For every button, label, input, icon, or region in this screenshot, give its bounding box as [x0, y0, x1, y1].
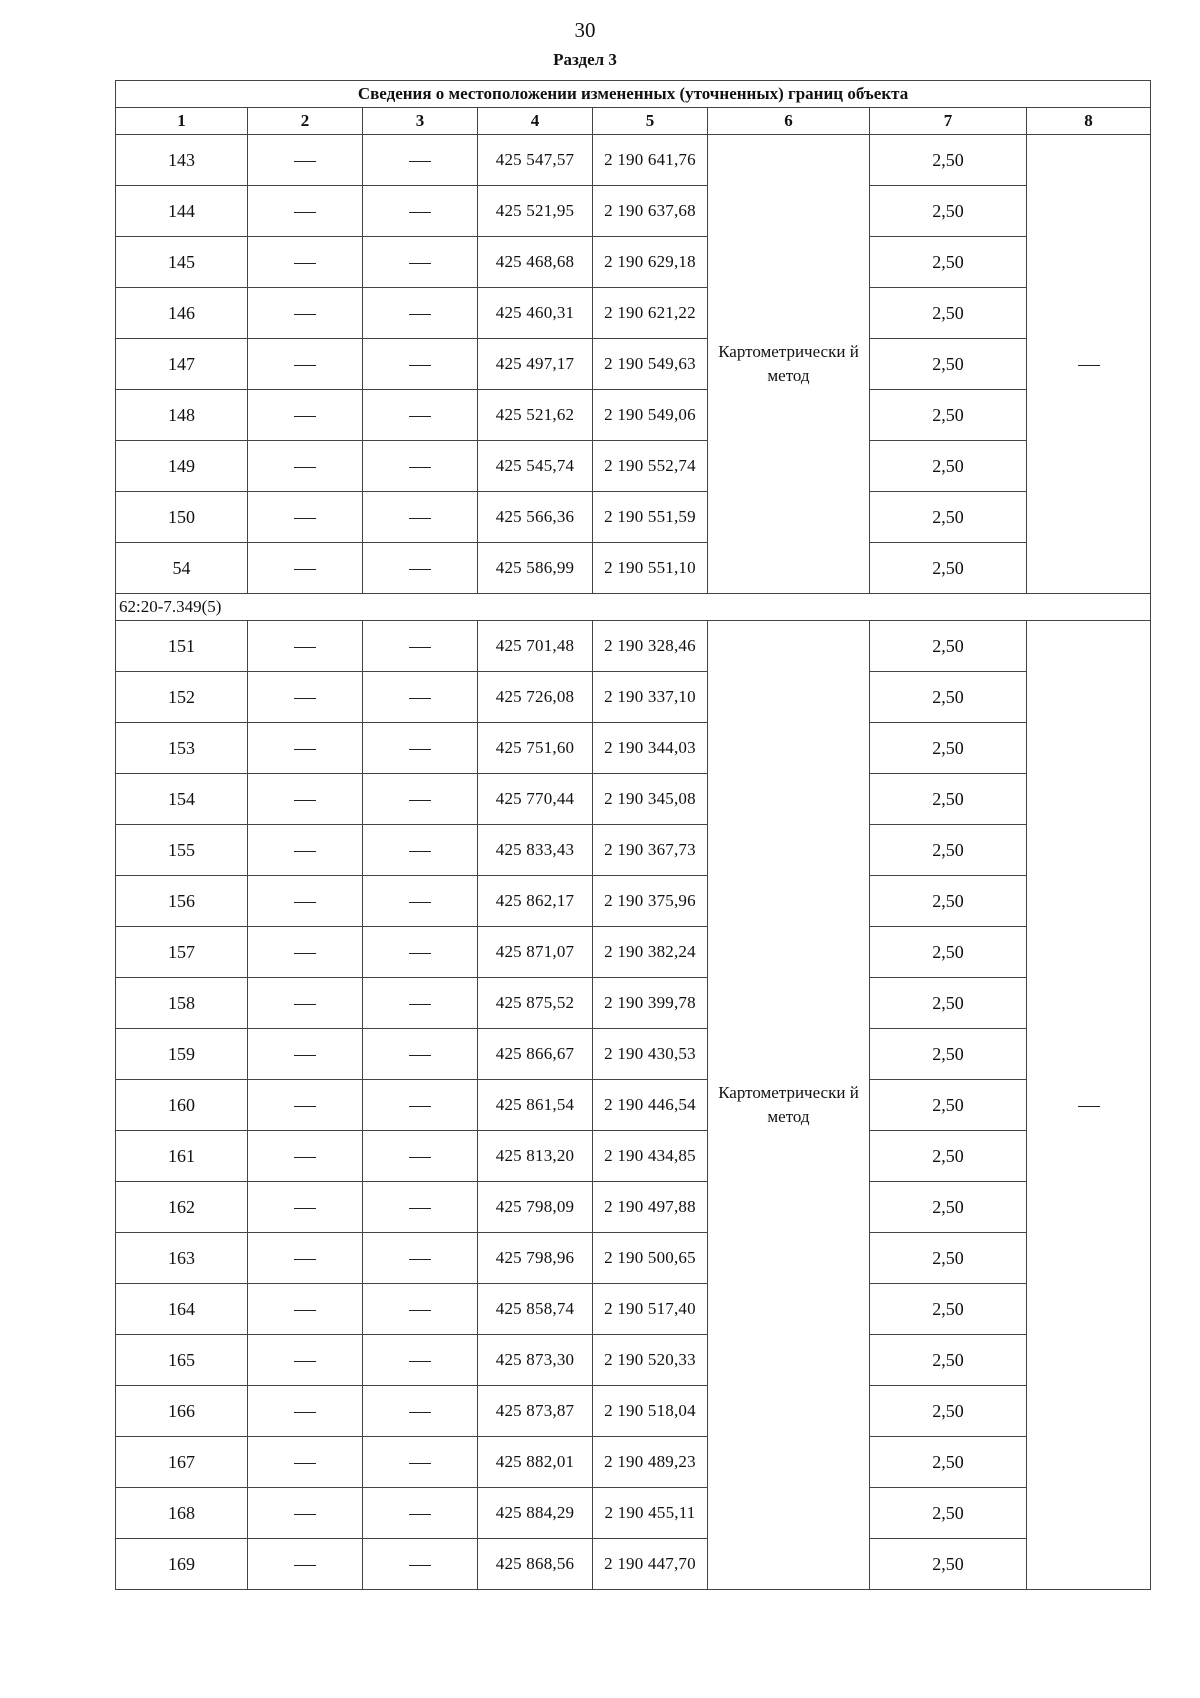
point-number-cell: 165: [116, 1335, 248, 1386]
dash-mark: [409, 1106, 431, 1107]
table-row: [116, 186, 1151, 237]
accuracy-cell: 2,50: [870, 186, 1027, 237]
accuracy-cell: 2,50: [870, 621, 1027, 672]
coordinate-x-cell: 425 833,43: [478, 825, 593, 876]
table-row: [116, 1233, 1151, 1284]
table-row: [116, 1386, 1151, 1437]
dash-mark: [409, 800, 431, 801]
coordinate-x-cell: 425 468,68: [478, 237, 593, 288]
table-row: [116, 1437, 1151, 1488]
empty-value-cell: [363, 135, 478, 186]
dash-mark: [409, 698, 431, 699]
dash-mark: [409, 212, 431, 213]
column-number: 6: [708, 108, 870, 135]
coordinate-x-cell: 425 798,09: [478, 1182, 593, 1233]
empty-value-cell: [248, 825, 363, 876]
accuracy-cell: 2,50: [870, 1182, 1027, 1233]
dash-mark: [1078, 1106, 1100, 1107]
point-number-cell: 158: [116, 978, 248, 1029]
dash-mark: [294, 365, 316, 366]
empty-value-cell: [248, 927, 363, 978]
empty-value-cell: [363, 774, 478, 825]
point-number-cell: 147: [116, 339, 248, 390]
dash-mark: [294, 1412, 316, 1413]
column-number: 2: [248, 108, 363, 135]
coordinate-x-cell: 425 545,74: [478, 441, 593, 492]
point-number-cell: 160: [116, 1080, 248, 1131]
point-number-cell: 163: [116, 1233, 248, 1284]
dash-mark: [294, 1106, 316, 1107]
empty-value-cell: [248, 1131, 363, 1182]
coordinate-x-cell: 425 460,31: [478, 288, 593, 339]
coordinate-y-cell: 2 190 434,85: [593, 1131, 708, 1182]
coordinate-y-cell: 2 190 382,24: [593, 927, 708, 978]
accuracy-cell: 2,50: [870, 543, 1027, 594]
empty-value-cell: [363, 237, 478, 288]
empty-value-cell: [363, 1284, 478, 1335]
dash-mark: [294, 416, 316, 417]
accuracy-cell: 2,50: [870, 135, 1027, 186]
empty-value-cell: [248, 774, 363, 825]
empty-value-cell: [248, 1437, 363, 1488]
empty-value-cell: [248, 876, 363, 927]
empty-value-cell: [363, 978, 478, 1029]
coordinate-y-cell: 2 190 552,74: [593, 441, 708, 492]
coordinate-y-cell: 2 190 637,68: [593, 186, 708, 237]
dash-mark: [294, 800, 316, 801]
table-row: [116, 492, 1151, 543]
empty-value-cell: [363, 1131, 478, 1182]
point-number-cell: 145: [116, 237, 248, 288]
empty-value-cell: [363, 672, 478, 723]
point-number-cell: 169: [116, 1539, 248, 1590]
empty-value-cell: [363, 1029, 478, 1080]
method-cell: Картометрически й метод: [708, 135, 870, 594]
empty-value-cell: [363, 288, 478, 339]
coordinate-x-cell: 425 521,95: [478, 186, 593, 237]
empty-value-cell: [248, 390, 363, 441]
coordinate-x-cell: 425 866,67: [478, 1029, 593, 1080]
coordinate-y-cell: 2 190 629,18: [593, 237, 708, 288]
dash-mark: [294, 263, 316, 264]
table-row: [116, 876, 1151, 927]
point-number-cell: 154: [116, 774, 248, 825]
accuracy-cell: 2,50: [870, 825, 1027, 876]
accuracy-cell: 2,50: [870, 1437, 1027, 1488]
table-row: [116, 1284, 1151, 1335]
empty-value-cell: [248, 237, 363, 288]
accuracy-cell: 2,50: [870, 672, 1027, 723]
coordinate-y-cell: 2 190 337,10: [593, 672, 708, 723]
coordinate-x-cell: 425 868,56: [478, 1539, 593, 1590]
coordinate-x-cell: 425 566,36: [478, 492, 593, 543]
accuracy-cell: 2,50: [870, 1539, 1027, 1590]
dash-mark: [409, 851, 431, 852]
coordinate-x-cell: 425 861,54: [478, 1080, 593, 1131]
coordinate-y-cell: 2 190 446,54: [593, 1080, 708, 1131]
empty-value-cell: [363, 1182, 478, 1233]
coordinate-y-cell: 2 190 345,08: [593, 774, 708, 825]
accuracy-cell: 2,50: [870, 1284, 1027, 1335]
dash-mark: [409, 1208, 431, 1209]
dash-mark: [294, 314, 316, 315]
dash-mark: [294, 1259, 316, 1260]
dash-mark: [294, 1310, 316, 1311]
coordinate-x-cell: 425 547,57: [478, 135, 593, 186]
accuracy-cell: 2,50: [870, 1233, 1027, 1284]
table-row: [116, 543, 1151, 594]
dash-mark: [409, 902, 431, 903]
point-number-cell: 150: [116, 492, 248, 543]
dash-mark: [409, 263, 431, 264]
table-row: [116, 1539, 1151, 1590]
point-number-cell: 144: [116, 186, 248, 237]
empty-value-cell: [248, 135, 363, 186]
dash-mark: [409, 1463, 431, 1464]
coordinate-x-cell: 425 858,74: [478, 1284, 593, 1335]
empty-value-cell: [363, 492, 478, 543]
point-number-cell: 54: [116, 543, 248, 594]
point-number-cell: 149: [116, 441, 248, 492]
section-title: Раздел 3: [553, 50, 617, 69]
coordinate-x-cell: 425 701,48: [478, 621, 593, 672]
point-number-cell: 155: [116, 825, 248, 876]
empty-value-cell: [248, 978, 363, 1029]
coordinate-y-cell: 2 190 549,63: [593, 339, 708, 390]
empty-value-cell: [363, 1233, 478, 1284]
accuracy-cell: 2,50: [870, 723, 1027, 774]
accuracy-cell: 2,50: [870, 288, 1027, 339]
boundary-points-table: [115, 80, 1151, 1590]
point-number-cell: 159: [116, 1029, 248, 1080]
group-label-row: [116, 594, 1151, 621]
method-cell: Картометрически й метод: [708, 621, 870, 1590]
table-row: [116, 825, 1151, 876]
empty-value-cell: [248, 1335, 363, 1386]
coordinate-x-cell: 425 798,96: [478, 1233, 593, 1284]
dash-mark: [409, 749, 431, 750]
coordinate-y-cell: 2 190 549,06: [593, 390, 708, 441]
empty-value-cell: [363, 339, 478, 390]
table-caption-row: [116, 81, 1151, 108]
coordinate-y-cell: 2 190 517,40: [593, 1284, 708, 1335]
dash-mark: [294, 1565, 316, 1566]
coordinate-y-cell: 2 190 447,70: [593, 1539, 708, 1590]
column-number: 8: [1027, 108, 1151, 135]
table-row: [116, 1080, 1151, 1131]
coordinate-y-cell: 2 190 520,33: [593, 1335, 708, 1386]
column-number: 4: [478, 108, 593, 135]
dash-mark: [294, 212, 316, 213]
point-number-cell: 162: [116, 1182, 248, 1233]
coordinate-y-cell: 2 190 551,59: [593, 492, 708, 543]
table-row: [116, 1131, 1151, 1182]
dash-mark: [294, 698, 316, 699]
accuracy-cell: 2,50: [870, 876, 1027, 927]
dash-mark: [409, 953, 431, 954]
coordinate-x-cell: 425 751,60: [478, 723, 593, 774]
empty-value-cell: [248, 621, 363, 672]
point-number-cell: 168: [116, 1488, 248, 1539]
dash-mark: [409, 569, 431, 570]
point-number-cell: 157: [116, 927, 248, 978]
empty-value-cell: [363, 723, 478, 774]
empty-value-cell: [363, 1539, 478, 1590]
empty-value-cell: [248, 1284, 363, 1335]
table-row: [116, 237, 1151, 288]
accuracy-cell: 2,50: [870, 927, 1027, 978]
point-number-cell: 167: [116, 1437, 248, 1488]
dash-mark: [409, 365, 431, 366]
table-row: [116, 1029, 1151, 1080]
coordinate-x-cell: 425 521,62: [478, 390, 593, 441]
dash-mark: [294, 851, 316, 852]
dash-mark: [409, 1310, 431, 1311]
point-number-cell: 148: [116, 390, 248, 441]
dash-mark: [294, 902, 316, 903]
empty-value-cell: [363, 621, 478, 672]
point-number-cell: 146: [116, 288, 248, 339]
point-number-cell: 156: [116, 876, 248, 927]
table-row: [116, 927, 1151, 978]
coordinate-x-cell: 425 726,08: [478, 672, 593, 723]
empty-value-cell: [248, 1182, 363, 1233]
empty-value-cell: [248, 1539, 363, 1590]
empty-value-cell: [363, 1437, 478, 1488]
coordinate-x-cell: 425 497,17: [478, 339, 593, 390]
coordinate-x-cell: 425 586,99: [478, 543, 593, 594]
empty-value-cell: [248, 339, 363, 390]
coordinate-y-cell: 2 190 621,22: [593, 288, 708, 339]
accuracy-cell: 2,50: [870, 492, 1027, 543]
table-row: [116, 288, 1151, 339]
accuracy-cell: 2,50: [870, 390, 1027, 441]
empty-value-cell: [248, 723, 363, 774]
point-number-cell: 153: [116, 723, 248, 774]
coordinate-y-cell: 2 190 328,46: [593, 621, 708, 672]
dash-mark: [409, 1565, 431, 1566]
table-row: [116, 621, 1151, 672]
accuracy-cell: 2,50: [870, 1335, 1027, 1386]
coordinate-x-cell: 425 813,20: [478, 1131, 593, 1182]
table-row: [116, 1488, 1151, 1539]
table-row: [116, 723, 1151, 774]
column-number-row: [116, 108, 1151, 135]
empty-value-cell: [363, 186, 478, 237]
empty-value-cell: [363, 1386, 478, 1437]
dash-mark: [294, 1463, 316, 1464]
dash-mark: [294, 1208, 316, 1209]
coordinate-x-cell: 425 873,30: [478, 1335, 593, 1386]
dash-mark: [294, 647, 316, 648]
dash-mark: [294, 467, 316, 468]
coordinate-y-cell: 2 190 641,76: [593, 135, 708, 186]
empty-value-cell: [248, 288, 363, 339]
empty-value-cell: [248, 492, 363, 543]
dash-mark: [294, 953, 316, 954]
dash-mark: [409, 416, 431, 417]
dash-mark: [409, 467, 431, 468]
dash-mark: [409, 161, 431, 162]
empty-value-cell: [363, 543, 478, 594]
dash-mark: [294, 1514, 316, 1515]
accuracy-cell: 2,50: [870, 1029, 1027, 1080]
coordinate-y-cell: 2 190 497,88: [593, 1182, 708, 1233]
dash-mark: [294, 1157, 316, 1158]
dash-mark: [294, 161, 316, 162]
empty-value-cell: [248, 1029, 363, 1080]
coordinate-x-cell: 425 770,44: [478, 774, 593, 825]
empty-value-cell: [248, 543, 363, 594]
empty-value-cell: [363, 390, 478, 441]
dash-mark: [409, 647, 431, 648]
column8-cell: [1027, 621, 1151, 1590]
accuracy-cell: 2,50: [870, 1131, 1027, 1182]
coordinate-y-cell: 2 190 344,03: [593, 723, 708, 774]
table-row: [116, 978, 1151, 1029]
column8-cell: [1027, 135, 1151, 594]
point-number-cell: 161: [116, 1131, 248, 1182]
empty-value-cell: [248, 672, 363, 723]
column-number: 3: [363, 108, 478, 135]
empty-value-cell: [363, 441, 478, 492]
table-row: [116, 135, 1151, 186]
empty-value-cell: [248, 186, 363, 237]
accuracy-cell: 2,50: [870, 1488, 1027, 1539]
coordinate-x-cell: 425 875,52: [478, 978, 593, 1029]
accuracy-cell: 2,50: [870, 339, 1027, 390]
coordinate-y-cell: 2 190 455,11: [593, 1488, 708, 1539]
accuracy-cell: 2,50: [870, 978, 1027, 1029]
coordinate-x-cell: 425 862,17: [478, 876, 593, 927]
coordinate-y-cell: 2 190 551,10: [593, 543, 708, 594]
accuracy-cell: 2,50: [870, 237, 1027, 288]
coordinate-y-cell: 2 190 430,53: [593, 1029, 708, 1080]
table-row: [116, 774, 1151, 825]
point-number-cell: 151: [116, 621, 248, 672]
point-number-cell: 166: [116, 1386, 248, 1437]
dash-mark: [294, 1361, 316, 1362]
dash-mark: [409, 1361, 431, 1362]
coordinate-y-cell: 2 190 375,96: [593, 876, 708, 927]
dash-mark: [409, 1259, 431, 1260]
point-number-cell: 164: [116, 1284, 248, 1335]
point-number-cell: 152: [116, 672, 248, 723]
column-number: 7: [870, 108, 1027, 135]
table-caption: Сведения о местоположении измененных (уточненных) границ объекта: [116, 81, 1151, 108]
column-number: 1: [116, 108, 248, 135]
dash-mark: [294, 1004, 316, 1005]
coordinate-x-cell: 425 871,07: [478, 927, 593, 978]
empty-value-cell: [248, 1386, 363, 1437]
dash-mark: [409, 1412, 431, 1413]
dash-mark: [294, 518, 316, 519]
coordinate-y-cell: 2 190 518,04: [593, 1386, 708, 1437]
empty-value-cell: [248, 1488, 363, 1539]
table-row: [116, 390, 1151, 441]
empty-value-cell: [248, 1080, 363, 1131]
dash-mark: [409, 314, 431, 315]
dash-mark: [294, 569, 316, 570]
accuracy-cell: 2,50: [870, 1386, 1027, 1437]
coordinate-x-cell: 425 873,87: [478, 1386, 593, 1437]
dash-mark: [409, 1514, 431, 1515]
empty-value-cell: [248, 1233, 363, 1284]
coordinate-y-cell: 2 190 367,73: [593, 825, 708, 876]
table-row: [116, 441, 1151, 492]
dash-mark: [409, 1055, 431, 1056]
group-label: 62:20-7.349(5): [116, 594, 1151, 621]
empty-value-cell: [248, 441, 363, 492]
empty-value-cell: [363, 927, 478, 978]
table-row: [116, 339, 1151, 390]
column-number: 5: [593, 108, 708, 135]
table-row: [116, 1335, 1151, 1386]
coordinate-y-cell: 2 190 399,78: [593, 978, 708, 1029]
accuracy-cell: 2,50: [870, 441, 1027, 492]
coordinate-y-cell: 2 190 489,23: [593, 1437, 708, 1488]
empty-value-cell: [363, 1080, 478, 1131]
page-number: 30: [574, 18, 596, 42]
coordinate-y-cell: 2 190 500,65: [593, 1233, 708, 1284]
table-row: [116, 672, 1151, 723]
point-number-cell: 143: [116, 135, 248, 186]
dash-mark: [409, 1004, 431, 1005]
empty-value-cell: [363, 876, 478, 927]
dash-mark: [294, 749, 316, 750]
empty-value-cell: [363, 825, 478, 876]
dash-mark: [294, 1055, 316, 1056]
table-row: [116, 1182, 1151, 1233]
dash-mark: [1078, 365, 1100, 366]
coordinate-x-cell: 425 884,29: [478, 1488, 593, 1539]
dash-mark: [409, 518, 431, 519]
empty-value-cell: [363, 1335, 478, 1386]
dash-mark: [409, 1157, 431, 1158]
accuracy-cell: 2,50: [870, 774, 1027, 825]
coordinate-x-cell: 425 882,01: [478, 1437, 593, 1488]
empty-value-cell: [363, 1488, 478, 1539]
accuracy-cell: 2,50: [870, 1080, 1027, 1131]
